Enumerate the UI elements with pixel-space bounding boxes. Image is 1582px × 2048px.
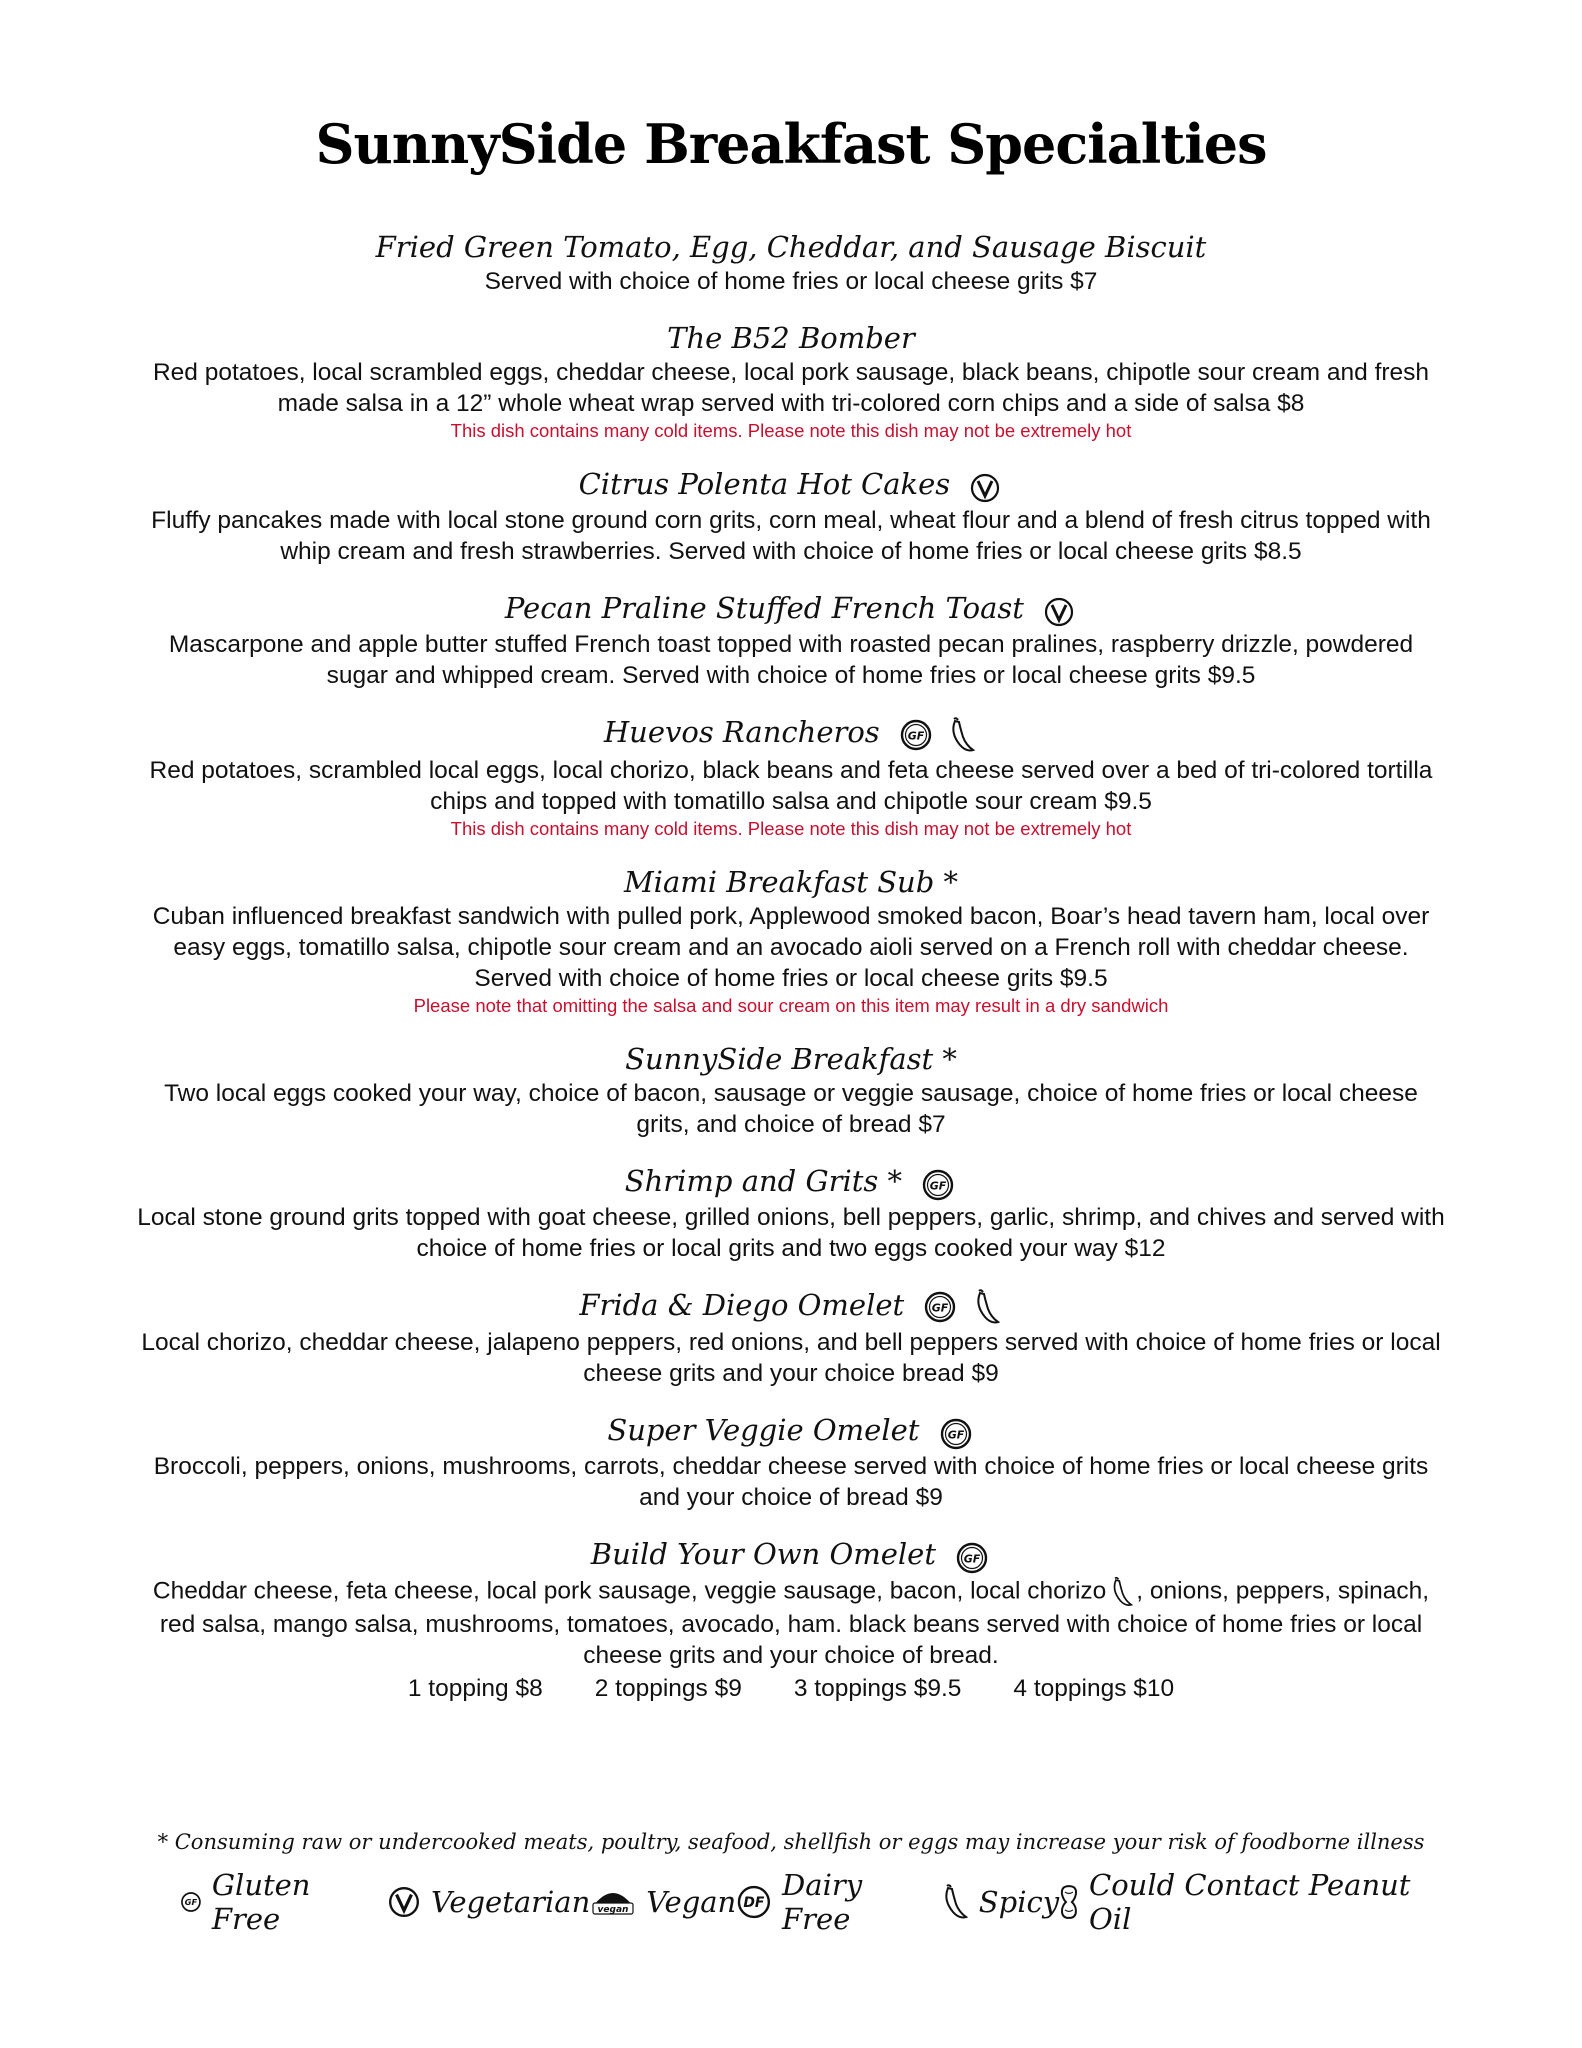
- item-badges: [919, 1164, 957, 1202]
- item-name-row: [135, 713, 1447, 755]
- menu-items: [135, 228, 1447, 1726]
- item-badges: [967, 467, 1003, 505]
- svg-text:GF: GF: [963, 1552, 981, 1566]
- spicy-pepper-icon: [1108, 1575, 1134, 1609]
- item-description-part: Cheddar cheese, feta cheese, local pork sausage, veggie sausage, bacon, local chorizo: [152, 1577, 1107, 1605]
- item-description: [135, 1575, 1447, 1671]
- legend-label: Spicy: [978, 1885, 1060, 1919]
- vegetarian-icon: [387, 1885, 421, 1919]
- spicy-pepper-icon: [939, 1882, 969, 1922]
- legend-label: Gluten Free: [211, 1868, 311, 1936]
- menu-item: [135, 1162, 1447, 1264]
- menu-item: [135, 1535, 1447, 1704]
- svg-text:GF: GF: [947, 1428, 964, 1442]
- item-description: Local stone ground grits topped with goat cheese, grilled onions, bell peppers, garlic, shrimp, and chives and served with choice of home fries or local grits and two eggs cooked your way $12: [137, 1203, 1445, 1262]
- item-description: Red potatoes, local scrambled eggs, cheddar cheese, local pork sausage, black beans, chipotle sour cream and fresh made salsa in a 12” whole wheat wrap served with tri-colored corn chips and a side of salsa $8: [152, 359, 1430, 417]
- item-name: Citrus Polenta Hot Cakes: [578, 467, 951, 501]
- menu-item: [135, 1040, 1447, 1140]
- item-note: This dish contains many cold items. Please note this dish may not be extremely hot: [450, 420, 1132, 441]
- menu-item: [135, 465, 1447, 567]
- gluten-free-icon: [921, 1168, 955, 1202]
- gluten-free-icon: [899, 718, 933, 752]
- item-name-row: [135, 1162, 1447, 1202]
- foodborne-disclaimer: * Consuming raw or undercooked meats, poultry, seafood, shellfish or eggs may increase your risk of foodborne illness: [157, 1830, 1425, 1854]
- item-note: This dish contains many cold items. Please note this dish may not be extremely hot: [450, 817, 1132, 839]
- item-badges: [921, 1286, 1002, 1327]
- item-name: Shrimp and Grits *: [624, 1163, 903, 1198]
- menu-item: [135, 228, 1447, 297]
- gluten-free-icon: [923, 1290, 957, 1324]
- legend-label: Vegan: [646, 1885, 737, 1919]
- menu-item: [135, 589, 1447, 691]
- toppings-prices: [135, 1673, 1447, 1704]
- item-description-part: , onions, peppers, spinach, red salsa, mango salsa, mushrooms, tomatoes, avocado, ham. black beans served with choice of home fries or local cheese grits and your choice of bread.: [159, 1577, 1430, 1669]
- gluten-free-icon: [939, 1417, 973, 1451]
- item-name: Super Veggie Omelet: [607, 1413, 920, 1447]
- icon-legend: [180, 1868, 1460, 1936]
- item-badges: [953, 1537, 991, 1575]
- svg-text:GF: GF: [929, 1179, 947, 1192]
- legend-gluten-free: [180, 1868, 387, 1936]
- topping-price: 3 toppings $9.5: [793, 1675, 962, 1702]
- spicy-pepper-icon: [946, 715, 976, 755]
- item-description: Two local eggs cooked your way, choice of bacon, sausage or veggie sausage, choice of home fries or local cheese grits, and choice of bread $7: [164, 1079, 1418, 1138]
- svg-text:GF: GF: [932, 1301, 949, 1315]
- peanut-icon: [1059, 1884, 1079, 1920]
- topping-price: 4 toppings $10: [1013, 1675, 1175, 1702]
- svg-text:GF: GF: [184, 1897, 198, 1908]
- legend-dairy-free: [736, 1868, 939, 1936]
- item-name: Fried Green Tomato, Egg, Cheddar, and Sausage Biscuit: [375, 230, 1207, 264]
- item-name: Miami Breakfast Sub *: [623, 864, 959, 899]
- gluten-free-icon: [955, 1541, 989, 1575]
- topping-price: 1 topping $8: [407, 1675, 543, 1702]
- item-description: Cuban influenced breakfast sandwich with pulled pork, Applewood smoked bacon, Boar’s head tavern ham, local over easy eggs, tomatillo salsa, chipotle sour cream and an avocado aioli served on a French roll with cheddar cheese. Served with choice of home fries or local cheese grits $9.5: [152, 902, 1430, 992]
- legend-spicy: [939, 1882, 1059, 1922]
- menu-item: [135, 863, 1447, 1018]
- legend-vegan: [590, 1885, 736, 1919]
- dairy-free-icon: [736, 1884, 772, 1920]
- topping-price: 2 toppings $9: [594, 1675, 742, 1702]
- item-description: Red potatoes, scrambled local eggs, local chorizo, black beans and feta cheese served over a bed of tri-colored tortilla chips and topped with tomatillo salsa and chipotle sour cream $9.5: [149, 756, 1433, 815]
- item-badges: [1041, 591, 1077, 629]
- item-name-row: [135, 1411, 1447, 1451]
- item-name: SunnySide Breakfast *: [625, 1041, 957, 1076]
- menu-item: [135, 1411, 1447, 1513]
- item-description: Served with choice of home fries or local cheese grits $7: [484, 268, 1098, 295]
- item-name-row: [135, 465, 1447, 505]
- item-name-row: [135, 1286, 1447, 1328]
- menu-item: [135, 713, 1447, 841]
- item-name: Frida & Diego Omelet: [579, 1287, 905, 1322]
- item-note: Please note that omitting the salsa and sour cream on this item may result in a dry sandwich: [413, 994, 1169, 1016]
- page-title: SunnySide Breakfast Specialties: [315, 112, 1267, 176]
- vegetarian-icon: [969, 472, 1001, 504]
- svg-text:DF: DF: [743, 1894, 765, 1911]
- item-badges: [897, 714, 978, 755]
- legend-label: Could Contact Peanut Oil: [1089, 1868, 1411, 1936]
- item-description: Broccoli, peppers, onions, mushrooms, carrots, cheddar cheese served with choice of home fries or local cheese grits and your choice of bread $9: [153, 1453, 1429, 1511]
- svg-text:vegan: vegan: [597, 1905, 629, 1915]
- menu-item: [135, 1286, 1447, 1390]
- vegetarian-icon: [1043, 596, 1075, 628]
- gluten-free-icon: [180, 1891, 202, 1913]
- item-name: Pecan Praline Stuffed French Toast: [504, 591, 1024, 625]
- menu-item: [135, 319, 1447, 443]
- legend-label: Vegetarian: [431, 1885, 591, 1919]
- vegan-icon: [590, 1885, 636, 1919]
- legend-vegetarian: [387, 1885, 590, 1919]
- item-name: Huevos Rancheros: [603, 715, 880, 749]
- spicy-pepper-icon: [971, 1287, 1001, 1327]
- item-name-row: [135, 589, 1447, 629]
- item-name-row: [135, 1535, 1447, 1575]
- item-name: The B52 Bomber: [667, 321, 915, 355]
- svg-text:GF: GF: [907, 729, 925, 742]
- item-description: Local chorizo, cheddar cheese, jalapeno peppers, red onions, and bell peppers served with choice of home fries or local cheese grits and your choice bread $9: [141, 1329, 1441, 1387]
- item-badges: [937, 1413, 975, 1451]
- item-description: Fluffy pancakes made with local stone ground corn grits, corn meal, wheat flour and a blend of fresh citrus topped with whip cream and fresh strawberries. Served with choice of home fries or local cheese grits $8.5: [151, 507, 1431, 565]
- item-description: Mascarpone and apple butter stuffed French toast topped with roasted pecan pralines, raspberry drizzle, powdered sugar and whipped cream. Served with choice of home fries or local cheese grits $9.5: [168, 631, 1414, 689]
- legend-label: Dairy Free: [782, 1868, 863, 1936]
- legend-peanut: [1059, 1868, 1460, 1936]
- item-name: Build Your Own Omelet: [590, 1537, 936, 1571]
